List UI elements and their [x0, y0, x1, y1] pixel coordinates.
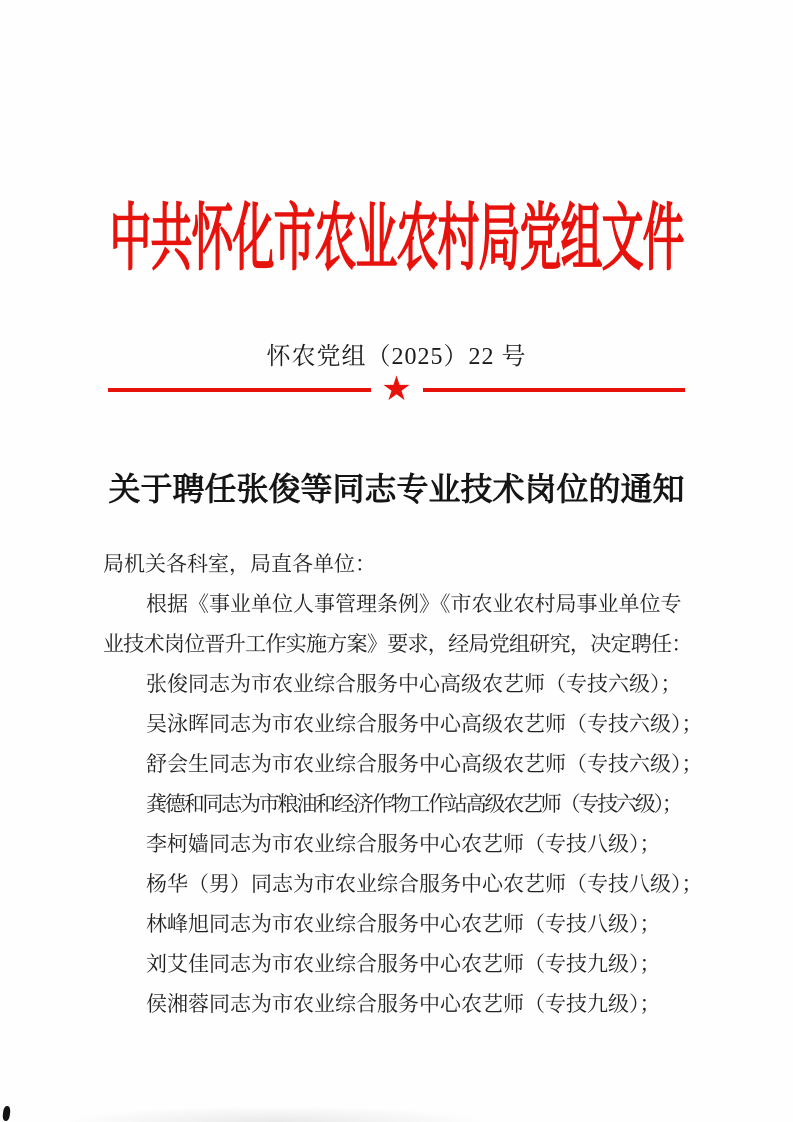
body-line: 吴泳晖同志为市农业综合服务中心高级农艺师（专技六级）； [146, 712, 703, 736]
document-number: 怀农党组（2025）22 号 [266, 344, 527, 370]
document-body [103, 544, 703, 1024]
scan-artifact-mark [2, 1106, 11, 1122]
body-line: 根据《事业单位人事管理条例》《市农业农村局事业单位专 [146, 592, 682, 616]
body-line: 林峰旭同志为市农业综合服务中心农艺师（专技八级）； [146, 912, 661, 936]
body-line: 杨华（男）同志为市农业综合服务中心农艺师（专技八级）； [146, 872, 703, 896]
scan-shadow [60, 1106, 490, 1122]
star-icon: ★ [381, 371, 412, 408]
body-line: 局机关各科室，局直各单位： [103, 552, 376, 576]
body-line: 侯湘蓉同志为市农业综合服务中心农艺师（专技九级）； [146, 992, 661, 1016]
body-line: 刘艾佳同志为市农业综合服务中心农艺师（专技九级）； [146, 952, 661, 976]
body-line: 张俊同志为市农业综合服务中心高级农艺师（专技六级）； [146, 672, 682, 696]
red-header-org-title: 中共怀化市农业农村局党组文件 [109, 199, 684, 281]
red-rule-left [108, 388, 371, 392]
red-rule-right [423, 388, 686, 392]
document-title: 关于聘任张俊等同志专业技术岗位的通知 [108, 471, 685, 507]
body-line: 业技术岗位晋升工作实施方案》要求，经局党组研究，决定聘任： [103, 632, 692, 656]
body-line: 李柯嫱同志为市农业综合服务中心农艺师（专技八级）； [146, 832, 661, 856]
body-line: 舒会生同志为市农业综合服务中心高级农艺师（专技六级）； [146, 752, 703, 776]
body-line: 龚德和同志为市粮油和经济作物工作站高级农艺师（专技六级）； [146, 792, 681, 816]
red-separator-rule [108, 371, 685, 408]
